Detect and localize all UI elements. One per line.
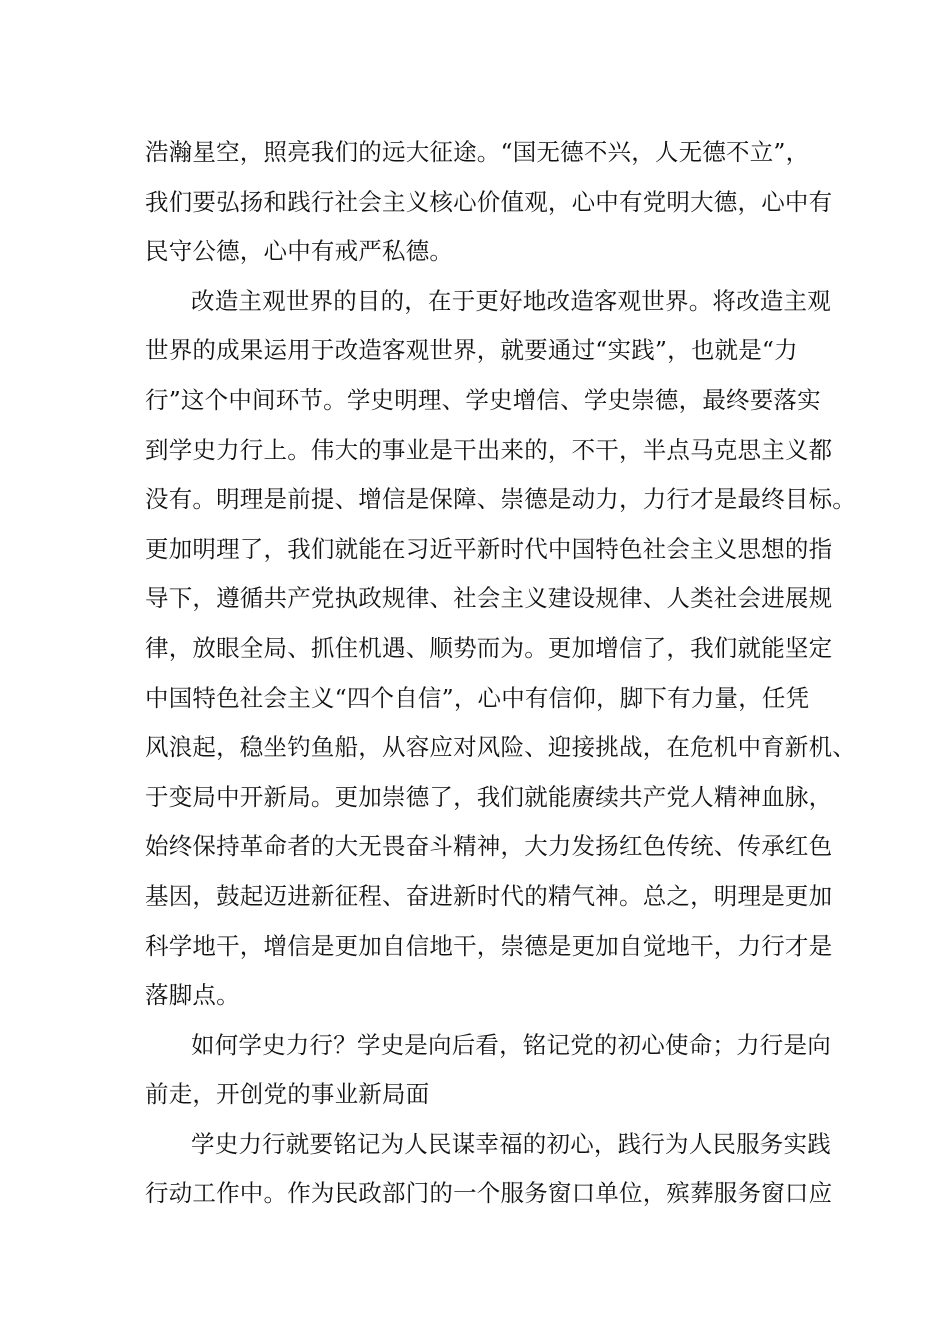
text-line: 改造主观世界的目的，在于更好地改造客观世界。将改造主观: [191, 286, 831, 315]
document-body: [145, 128, 856, 1219]
text-line: 科学地干，增信是更加自信地干，崇德是更加自觉地干，力行才是: [145, 931, 833, 960]
paragraph-continued: [145, 128, 833, 277]
text-line: 风浪起，稳坐钓鱼船，从容应对风险、迎接挑战，在危机中育新机、: [145, 733, 856, 762]
text-line: 更加明理了，我们就能在习近平新时代中国特色社会主义思想的指: [145, 534, 833, 563]
text-line: 中国特色社会主义“四个自信”，心中有信仰，脚下有力量，任凭: [145, 683, 810, 712]
text-line: 学史力行就要铭记为人民谋幸福的初心，践行为人民服务实践: [191, 1129, 831, 1158]
text-line: 没有。明理是前提、增信是保障、崇德是动力，力行才是最终目标。: [145, 485, 856, 514]
text-line: 于变局中开新局。更加崇德了，我们就能赓续共产党人精神血脉，: [145, 782, 833, 811]
text-line: 前走，开创党的事业新局面: [145, 1080, 430, 1109]
text-line: 行动工作中。作为民政部门的一个服务窗口单位，殡葬服务窗口应: [145, 1179, 833, 1208]
text-line: 行”这个中间环节。学史明理、学史增信、学史崇德，最终要落实: [145, 385, 821, 414]
text-line: 我们要弘扬和践行社会主义核心价值观，心中有党明大德，心中有: [145, 187, 833, 216]
text-line: 民守公德，心中有戒严私德。: [145, 237, 454, 266]
paragraph: [145, 277, 856, 1021]
text-line: 基因，鼓起迈进新征程、奋进新时代的精气神。总之，明理是更加: [145, 881, 833, 910]
text-line: 落脚点。: [145, 981, 240, 1010]
paragraph: [145, 1021, 831, 1120]
paragraph: [145, 1120, 833, 1219]
text-line: 律，放眼全局、抓住机遇、顺势而为。更加增信了，我们就能坚定: [145, 633, 833, 662]
text-line: 如何学史力行？学史是向后看，铭记党的初心使命；力行是向: [191, 1030, 831, 1059]
text-line: 浩瀚星空，照亮我们的远大征途。“国无德不兴，人无德不立”，: [145, 138, 810, 166]
text-line: 导下，遵循共产党执政规律、社会主义建设规律、人类社会进展规: [145, 584, 833, 613]
text-line: 始终保持革命者的大无畏奋斗精神，大力发扬红色传统、传承红色: [145, 832, 833, 861]
text-line: 世界的成果运用于改造客观世界，就要通过“实践”，也就是“力: [145, 336, 798, 365]
text-line: 到学史力行上。伟大的事业是干出来的，不干，半点马克思主义都: [145, 435, 833, 464]
